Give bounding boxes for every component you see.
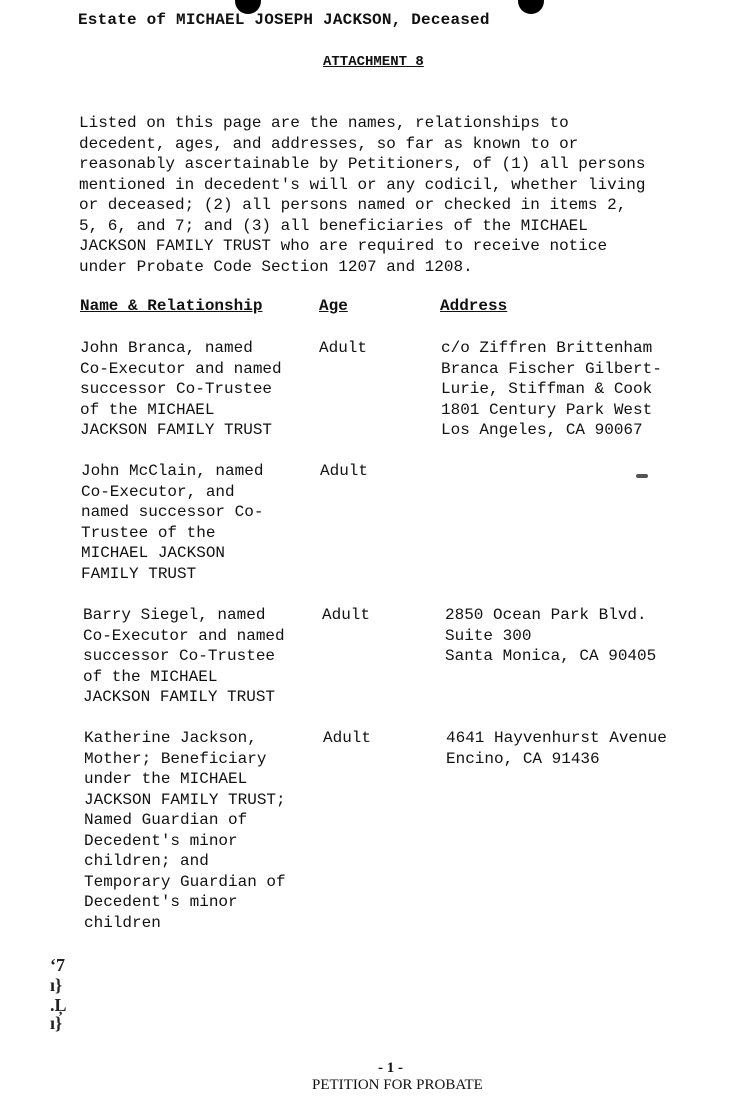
page-number: - 1 - <box>378 1060 403 1076</box>
intro-line: reasonably ascertainable by Petitioners, of (1) all persons <box>79 155 646 173</box>
entry-name-line: successor Co-Trustee <box>80 380 273 398</box>
entry-address-line: Los Angeles, CA 90067 <box>441 421 643 439</box>
entry-name-line: Barry Siegel, named <box>83 606 266 624</box>
entry-name <box>83 605 285 708</box>
entry-address-line: 4641 Hayvenhurst Avenue <box>446 729 667 747</box>
entry-name-line: Trustee of the <box>81 523 216 542</box>
column-header-name: Name & Relationship <box>80 297 263 315</box>
entry-name-line: of the MICHAEL <box>80 400 215 419</box>
margin-scan-mark: ı} <box>50 975 63 995</box>
margin-scan-mark: ı} <box>50 1013 63 1033</box>
entry-name-line: Katherine Jackson, <box>84 729 257 747</box>
entry-name-line: MICHAEL JACKSON <box>81 544 226 562</box>
entry-name-line: Decedent's minor <box>84 831 238 850</box>
entry-name-line: Mother; Beneficiary <box>84 749 267 768</box>
entry-name-line: children <box>84 913 161 932</box>
entry-address <box>441 338 662 441</box>
entry-address <box>445 605 656 667</box>
entry-name-line: JACKSON FAMILY TRUST; <box>84 790 286 809</box>
entry-address-line: Encino, CA 91436 <box>446 749 600 768</box>
entry-name-line: Decedent's minor <box>84 893 238 911</box>
entry-address-line: c/o Ziffren Brittenham <box>441 339 653 357</box>
entry-name-line: Temporary Guardian of <box>84 872 286 891</box>
entry-address-line: 1801 Century Park West <box>441 400 653 419</box>
entry-name-line: Co-Executor and named <box>83 626 285 645</box>
entry-address-line: Branca Fischer Gilbert- <box>441 359 662 378</box>
entry-age: Adult <box>323 729 372 747</box>
entry-name-line: Co-Executor, and <box>81 482 235 501</box>
punch-hole-right <box>518 0 544 14</box>
entry-name-line: children; and <box>84 852 209 870</box>
entry-age: Adult <box>320 462 369 480</box>
entry-name <box>80 338 282 441</box>
entry-name-line: named successor Co- <box>81 503 264 521</box>
entry-name-line: FAMILY TRUST <box>81 564 197 583</box>
intro-line: decedent, ages, and addresses, so far as known to or <box>79 134 579 153</box>
entry-name-line: John Branca, named <box>80 339 253 357</box>
entry-name-line: under the MICHAEL <box>84 770 248 788</box>
entry-name-line: of the MICHAEL <box>83 667 218 686</box>
entry-address-line: Lurie, Stiffman & Cook <box>441 380 653 398</box>
entry-name <box>84 728 286 933</box>
column-header-address: Address <box>440 297 508 315</box>
intro-line: mentioned in decedent's will or any codicil, whether living <box>79 175 646 194</box>
entry-name <box>81 461 263 584</box>
entry-name-line: successor Co-Trustee <box>83 647 276 665</box>
entry-age: Adult <box>319 339 368 357</box>
intro-line: 5, 6, and 7; and (3) all beneficiaries of the MICHAEL <box>79 216 588 235</box>
intro-line: Listed on this page are the names, relationships to <box>79 114 569 132</box>
entry-address-line: 2850 Ocean Park Blvd. <box>445 606 647 624</box>
entry-name-line: JACKSON FAMILY TRUST <box>83 688 276 706</box>
estate-header: Estate of MICHAEL JOSEPH JACKSON, Deceased <box>78 11 490 29</box>
entry-name-line: John McClain, named <box>81 462 264 480</box>
entry-name-line: JACKSON FAMILY TRUST <box>80 421 273 439</box>
scan-speck <box>636 474 648 478</box>
footer-title: PETITION FOR PROBATE <box>312 1077 483 1093</box>
intro-paragraph <box>79 113 699 277</box>
intro-line: JACKSON FAMILY TRUST who are required to receive notice <box>79 237 608 255</box>
entry-name-line: Named Guardian of <box>84 811 248 829</box>
entry-address <box>446 728 667 769</box>
entry-age: Adult <box>322 606 371 624</box>
entry-address-line: Santa Monica, CA 90405 <box>445 647 657 665</box>
attachment-title: ATTACHMENT 8 <box>323 54 424 70</box>
intro-line: or deceased; (2) all persons named or checked in items 2, <box>79 196 627 214</box>
intro-line: under Probate Code Section 1207 and 1208. <box>79 257 473 276</box>
margin-scan-mark: ‘7 <box>50 955 65 975</box>
entry-address-line: Suite 300 <box>445 626 532 645</box>
margin-scan-mark: .Ļ <box>50 995 67 1015</box>
entry-name-line: Co-Executor and named <box>80 359 282 378</box>
column-header-age: Age <box>319 297 348 315</box>
